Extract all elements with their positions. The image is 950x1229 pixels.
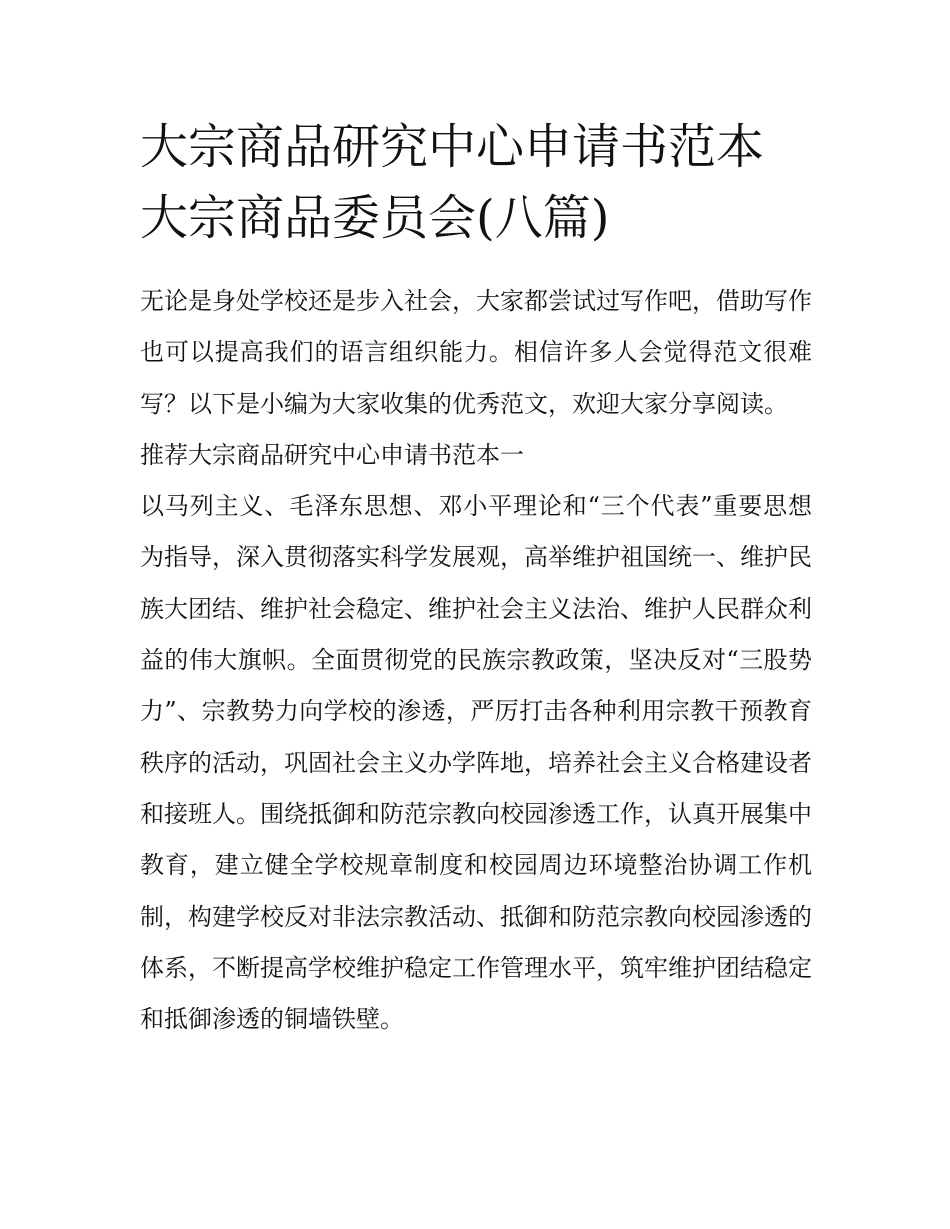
body-paragraph: 以马列主义、毛泽东思想、邓小平理论和“三个代表”重要思想为指导，深入贯彻落实科学发展观，高举维护祖国统一、维护民族大团结、维护社会稳定、维护社会主义法治、维护人民群众利益的伟大旗帜。全面贯彻党的民族宗教政策，坚决反对“三股势力”、宗教势力向学校的渗透，严厉打击各种利用宗教干预教育秩序的活动，巩固社会主义办学阵地，培养社会主义合格建设者和接班人。围绕抵御和防范宗教向校园渗透工作，认真开展集中教育，建立健全学校规章制度和校园周边环境整治协调工作机制，构建学校反对非法宗教活动、抵御和防范宗教向校园渗透的体系，不断提高学校维护稳定工作管理水平，筑牢维护团结稳定和抵御渗透的铜墙铁壁。 xyxy=(140,492,812,1034)
document-content xyxy=(140,112,812,1045)
intro-paragraph: 无论是身处学校还是步入社会，大家都尝试过写作吧，借助写作也可以提高我们的语言组织能力。相信许多人会觉得范文很难写？以下是小编为大家收集的优秀范文，欢迎大家分享阅读。 xyxy=(140,287,812,418)
section-heading: 推荐大宗商品研究中心申请书范本一 xyxy=(140,440,524,469)
title-line-1: 大宗商品研究中心申请书范本 xyxy=(140,119,765,175)
document-title xyxy=(140,112,812,254)
title-line-2: 大宗商品委员会(八篇) xyxy=(140,190,610,246)
